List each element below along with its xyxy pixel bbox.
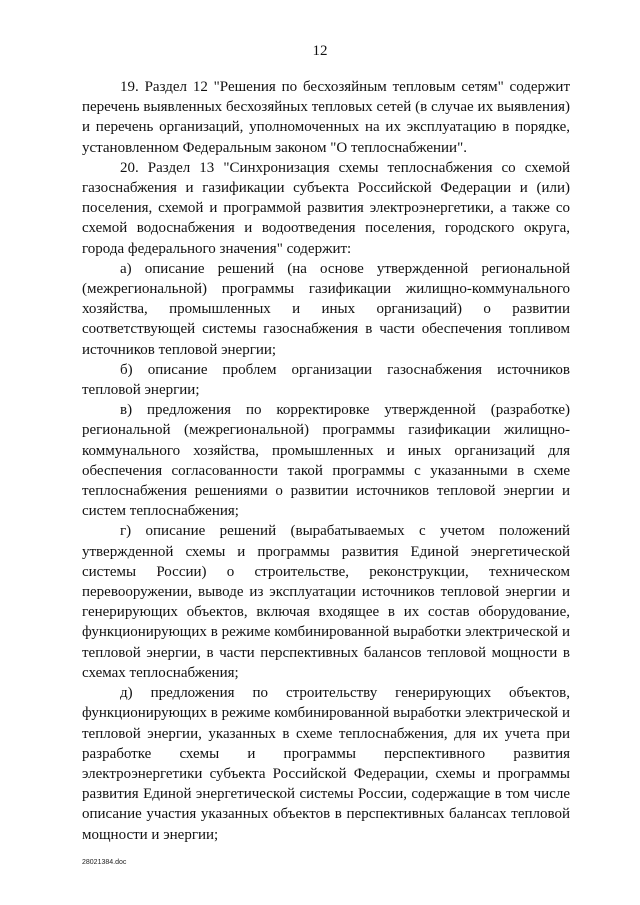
document-body <box>82 77 570 845</box>
paragraph-19: 19. Раздел 12 "Решения по бесхозяйным тепловым сетям" содержит перечень выявленных бесхозяйных тепловых сетей (в случае их выявления) и перечень организаций, уполномоченных на их эксплуатацию в порядке, установленном Федеральным законом "О теплоснабжении". <box>82 79 570 156</box>
paragraph-20: 20. Раздел 13 "Синхронизация схемы теплоснабжения со схемой газоснабжения и газификации субъекта Российской Федерации и (или) поселения, схемой и программой развития электроэнергетики, а также со схемой водоснабжения и водоотведения поселения, городского округа, города федерального значения" содержит: <box>82 159 570 257</box>
item-v: в) предложения по корректировке утвержденной (разработке) региональной (межрегиональной) программы газификации жилищно-коммунального хозяйства, промышленных и иных организаций для обеспечения согласованности такой программы с указанными в схеме теплоснабжения решениями о развитии источников тепловой энергии и систем теплоснабжения; <box>82 402 570 520</box>
item-a: а) описание решений (на основе утвержденной региональной (межрегиональной) программы газификации жилищно-коммунального хозяйства, промышленных и иных организаций) о развитии соответствующей системы газоснабжения в части обеспечения топливом источников тепловой энергии; <box>82 260 570 358</box>
item-g: г) описание решений (вырабатываемых с учетом положений утвержденной схемы и программы развития Единой энергетической системы России) о строительстве, реконструкции, техническом перевооружении, выводе из эксплуатации источников тепловой энергии и генерирующих объектов, включая входящее в их состав оборудование, функционирующих в режиме комбинированной выработки электрической и тепловой энергии, в части перспективных балансов тепловой мощности в схемах теплоснабжения; <box>82 523 570 681</box>
item-d: д) предложения по строительству генерирующих объектов, функционирующих в режиме комбинированной выработки электрической и тепловой энергии, указанных в схеме теплоснабжения, для их учета при разработке схемы и программы перспективного развития электроэнергетики субъекта Российской Федерации, схемы и программы развития Единой энергетической системы России, содержащие в том числе описание участия указанных объектов в перспективных балансах тепловой мощности и энергии; <box>82 685 570 843</box>
page-number: 12 <box>312 43 328 59</box>
file-name-footer: 28021384.doc <box>82 859 127 866</box>
item-b: б) описание проблем организации газоснабжения источников тепловой энергии; <box>82 361 570 399</box>
